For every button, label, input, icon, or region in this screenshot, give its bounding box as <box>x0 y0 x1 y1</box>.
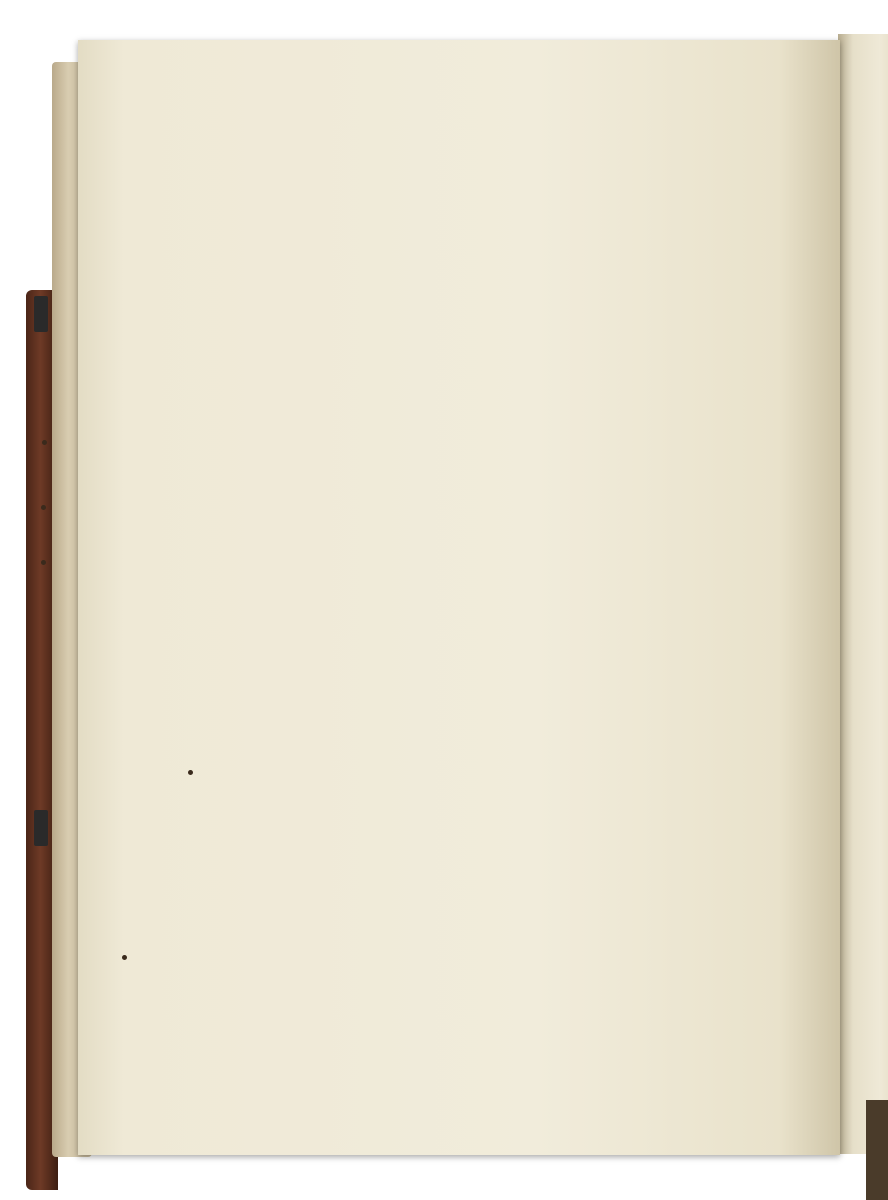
wormhole <box>42 440 47 445</box>
wormhole <box>188 770 193 775</box>
clasp-bottom <box>34 810 48 846</box>
left-page <box>78 40 840 1155</box>
right-cover-corner <box>866 1100 888 1200</box>
wormhole <box>122 955 127 960</box>
right-page <box>838 34 888 1154</box>
wormhole <box>41 505 46 510</box>
clasp-top <box>34 296 48 332</box>
wormhole <box>41 560 46 565</box>
